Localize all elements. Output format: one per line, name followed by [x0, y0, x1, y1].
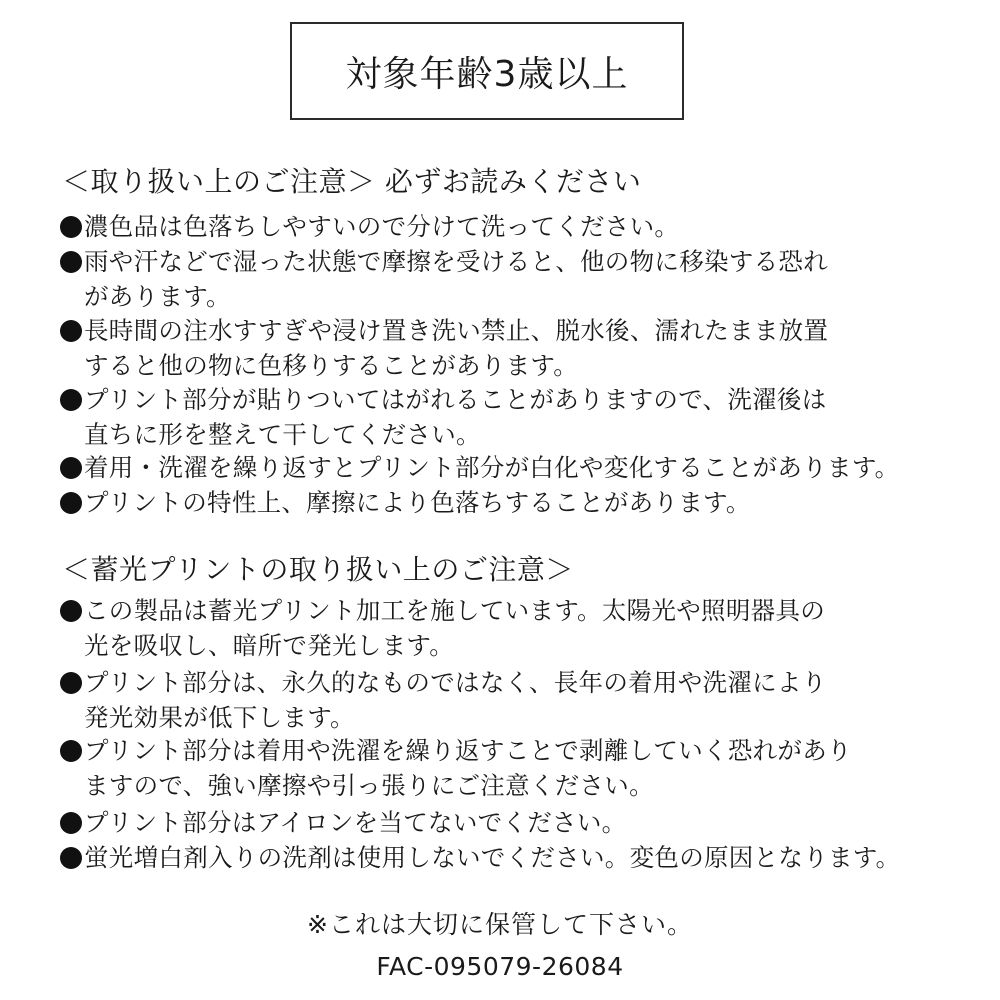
bullet-icon: [60, 216, 82, 238]
age-label: 対象年齢3歳以上: [345, 53, 629, 95]
bullet-icon: [60, 847, 82, 869]
section2-item-2: プリント部分は、永久的なものではなく、長年の着用や洗濯により 発光効果が低下します。: [60, 665, 940, 735]
section1-item-1: 濃色品は色落ちしやすいので分けて洗ってください。: [60, 209, 940, 244]
bullet-icon: [60, 320, 82, 342]
section1-item-3: 長時間の注水すすぎや浸け置き洗い禁止、脱水後、濡れたまま放置 すると他の物に色移りすることがあります。: [60, 313, 940, 383]
section1-heading: ＜取り扱い上のご注意＞ 必ずお読みください: [62, 165, 642, 198]
section1-item-2: 雨や汗などで湿った状態で摩擦を受けると、他の物に移染する恐れ があります。: [60, 244, 940, 314]
section2-item-3: プリント部分は着用や洗濯を繰り返すことで剥離していく恐れがあり ますので、強い摩擦や引っ張りにご注意ください。: [60, 733, 940, 803]
bullet-icon: [60, 600, 82, 622]
section1-item-6: プリントの特性上、摩擦により色落ちすることがあります。: [60, 485, 940, 520]
storage-note: ※これは大切に保管して下さい。: [307, 910, 693, 939]
bullet-icon: [60, 812, 82, 834]
bullet-icon: [60, 492, 82, 514]
bullet-icon: [60, 389, 82, 411]
bullet-icon: [60, 740, 82, 762]
section1-item-4: プリント部分が貼りついてはがれることがありますので、洗濯後は 直ちに形を整えて干してください。: [60, 382, 940, 452]
bullet-icon: [60, 672, 82, 694]
age-label-box: [290, 22, 684, 120]
bullet-icon: [60, 457, 82, 479]
product-code: FAC-095079-26084: [376, 952, 624, 981]
section2-heading: ＜蓄光プリントの取り扱い上のご注意＞: [62, 553, 574, 586]
bullet-icon: [60, 251, 82, 273]
section2-item-1: この製品は蓄光プリント加工を施しています。太陽光や照明器具の 光を吸収し、暗所で発光します。: [60, 593, 940, 663]
section1-item-5: 着用・洗濯を繰り返すとプリント部分が白化や変化することがあります。: [60, 450, 940, 485]
section2-item-4: プリント部分はアイロンを当てないでください。: [60, 805, 940, 840]
section2-item-5: 蛍光増白剤入りの洗剤は使用しないでください。変色の原因となります。: [60, 840, 940, 875]
